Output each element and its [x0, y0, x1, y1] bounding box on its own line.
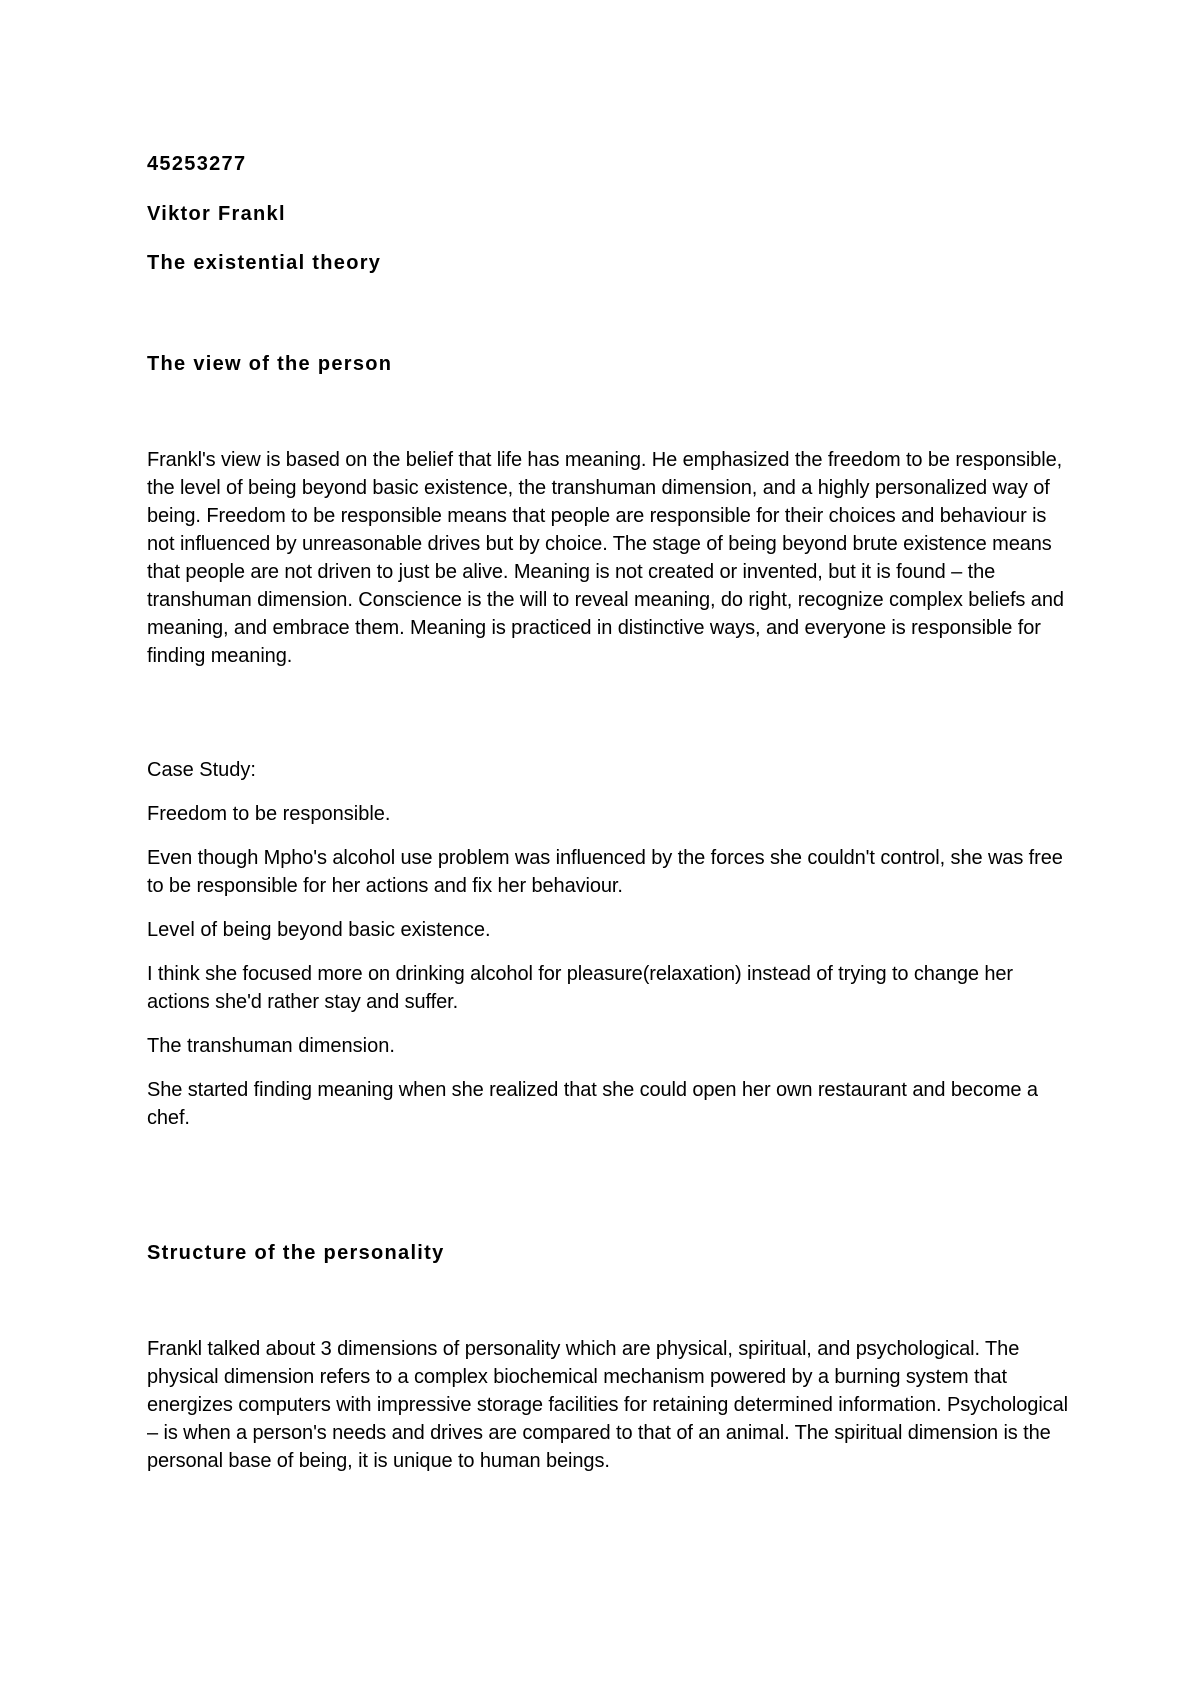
view-of-person-paragraph: Frankl's view is based on the belief that life has meaning. He emphasized the freedom to be responsible, the level of being beyond basic existence, the transhuman dimension, and a highly personalized way of being. Freedom to be responsible means that people are responsible for their choices and behaviour is not influenced by unreasonable drives but by choice. The stage of being beyond brute existence means that people are not driven to just be alive. Meaning is not created or invented, but it is found – the transhuman dimension. Conscience is the will to reveal meaning, do right, recognize complex beliefs and meaning, and embrace them. Meaning is practiced in distinctive ways, and everyone is responsible for finding meaning. [147, 449, 1064, 667]
heading-view-of-person: The view of the person [147, 353, 393, 375]
structure-paragraph: Frankl talked about 3 dimensions of personality which are physical, spiritual, and psychological. The physical dimension refers to a complex biochemical mechanism powered by a burning system that energizes computers with impressive storage facilities for retaining determined information. Psychological – is when a person's needs and drives are compared to that of an animal. The spiritual dimension is the personal base of being, it is unique to human beings. [147, 1338, 1068, 1472]
theory-title: The existential theory [147, 252, 382, 274]
case-item-text: Even though Mpho's alcohol use problem was influenced by the forces she couldn't control, she was free to be responsible for her actions and fix her behaviour. [147, 847, 1063, 897]
author-name: Viktor Frankl [147, 203, 286, 225]
case-item-title: The transhuman dimension. [147, 1035, 395, 1057]
heading-structure-of-personality: Structure of the personality [147, 1242, 445, 1264]
case-study-label: Case Study: [147, 759, 256, 781]
case-item-title: Freedom to be responsible. [147, 803, 391, 825]
case-item-title: Level of being beyond basic existence. [147, 919, 491, 941]
case-item-text: She started finding meaning when she realized that she could open her own restaurant and become a chef. [147, 1079, 1038, 1129]
student-number: 45253277 [147, 153, 247, 175]
case-item-text: I think she focused more on drinking alcohol for pleasure(relaxation) instead of trying to change her actions she'd rather stay and suffer. [147, 963, 1013, 1013]
